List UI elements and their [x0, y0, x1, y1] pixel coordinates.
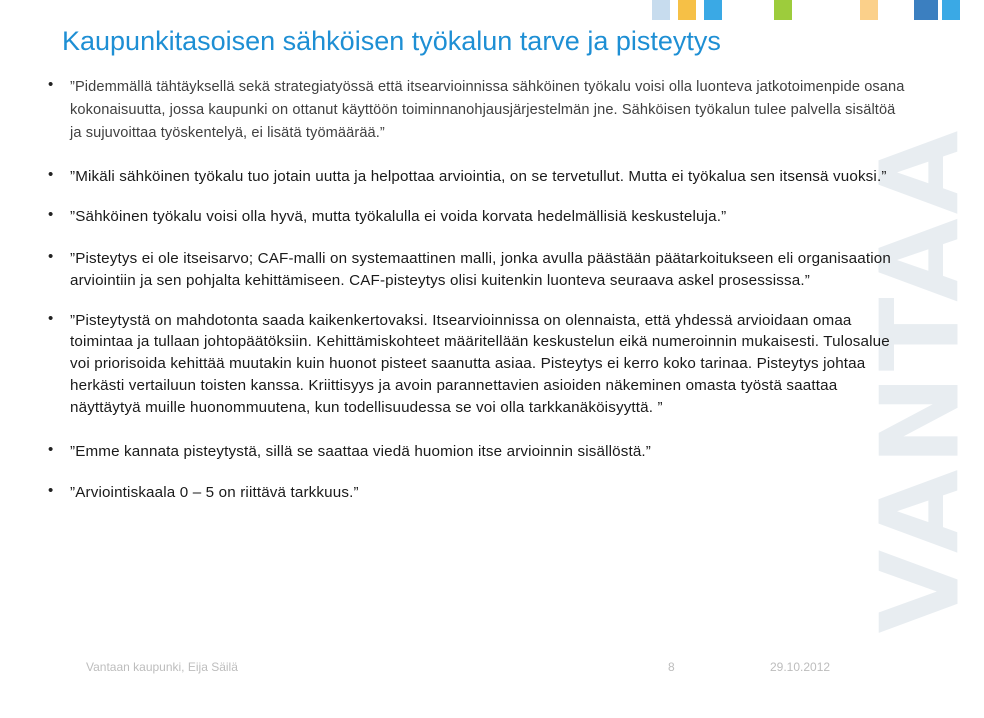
decorative-squares — [640, 0, 960, 26]
bullet-text: • ”Arviointiskaala 0 – 5 on riittävä tarkkuus.” — [70, 484, 359, 502]
bullet-item — [48, 441, 908, 463]
decorative-square — [652, 0, 670, 20]
decorative-square — [942, 0, 960, 20]
decorative-square — [774, 0, 792, 20]
slide-title: Kaupunkitasoisen sähköisen työkalun tarve ja pisteytys — [62, 26, 721, 56]
bullet-text: • ”Pidemmällä tähtäyksellä sekä strategiatyössä että itsearvioinnissa sähköinen työkalu voisi olla luonteva jatkotoimenpide osana kokonaisuutta, jossa kaupunki on ottanut käyttöön toiminnanohjausjärjestelmän jne. Sähköisen työkalun tulee palvella sisältöä ja sujuvoittaa työskentelyä, ei lisätä työmäärää.” — [70, 79, 905, 141]
bullet-text: • ”Sähköinen työkalu voisi olla hyvä, mutta työkalulla ei voida korvata hedelmällisiä keskusteluja.” — [70, 208, 727, 226]
bullet-item — [48, 76, 908, 144]
decorative-square — [704, 0, 722, 20]
bullet-text: • ”Pisteytystä on mahdotonta saada kaikenkertovaksi. Itsearvioinnissa on olennaista, että yhdessä arvioidaan omaa toimintaa ja tullaan johtopäätöksiin. Kehittämiskohteet määritellään keskustelun eikä numeroinnin mukaisesti. Tulosalue voi priorisoida kehittää muutakin kuin huonot pisteet saanutta asiaa. Pisteytys ei kerro koko tarinaa. Pisteytys johtaa herkästi vertailuun toisten kanssa. Kriittisyys ja avoin parannettavien asioiden näkeminen omasta työstä saattaa näyttäytyä muille huonommuutena, kun todellisuudessa se voi olla tarkkanäköisyyttä. ” — [70, 311, 890, 416]
decorative-square — [860, 0, 878, 20]
decorative-square — [914, 0, 938, 20]
bullet-item — [48, 310, 908, 419]
footer-page-number: 8 — [668, 660, 675, 674]
bullet-item — [48, 166, 908, 188]
bullet-item — [48, 482, 908, 504]
bullet-text: • ”Pisteytys ei ole itseisarvo; CAF-malli on systemaattinen malli, jonka avulla päästään päätarkoitukseen eli organisaation arviointiin ja sen pohjalta kehittämiseen. CAF-pisteytys olisi kuitenkin luonteva seuraava askel prosessissa.” — [70, 249, 891, 289]
bullet-item — [48, 206, 908, 228]
footer-date: 29.10.2012 — [770, 660, 831, 674]
bullet-item — [48, 248, 908, 292]
bullet-list — [48, 76, 908, 504]
bullet-text: • ”Emme kannata pisteytystä, sillä se saattaa viedä huomion itse arvioinnin sisällöstä.” — [70, 442, 652, 460]
footer-author: Vantaan kaupunki, Eija Säilä — [86, 660, 238, 674]
decorative-square — [678, 0, 696, 20]
bullet-text: • ”Mikäli sähköinen työkalu tuo jotain uutta ja helpottaa arviointia, on se tervetullut. Mutta ei työkalua sen itsensä vuoksi.” — [70, 168, 887, 186]
watermark-text: VANTAA — [858, 126, 984, 634]
